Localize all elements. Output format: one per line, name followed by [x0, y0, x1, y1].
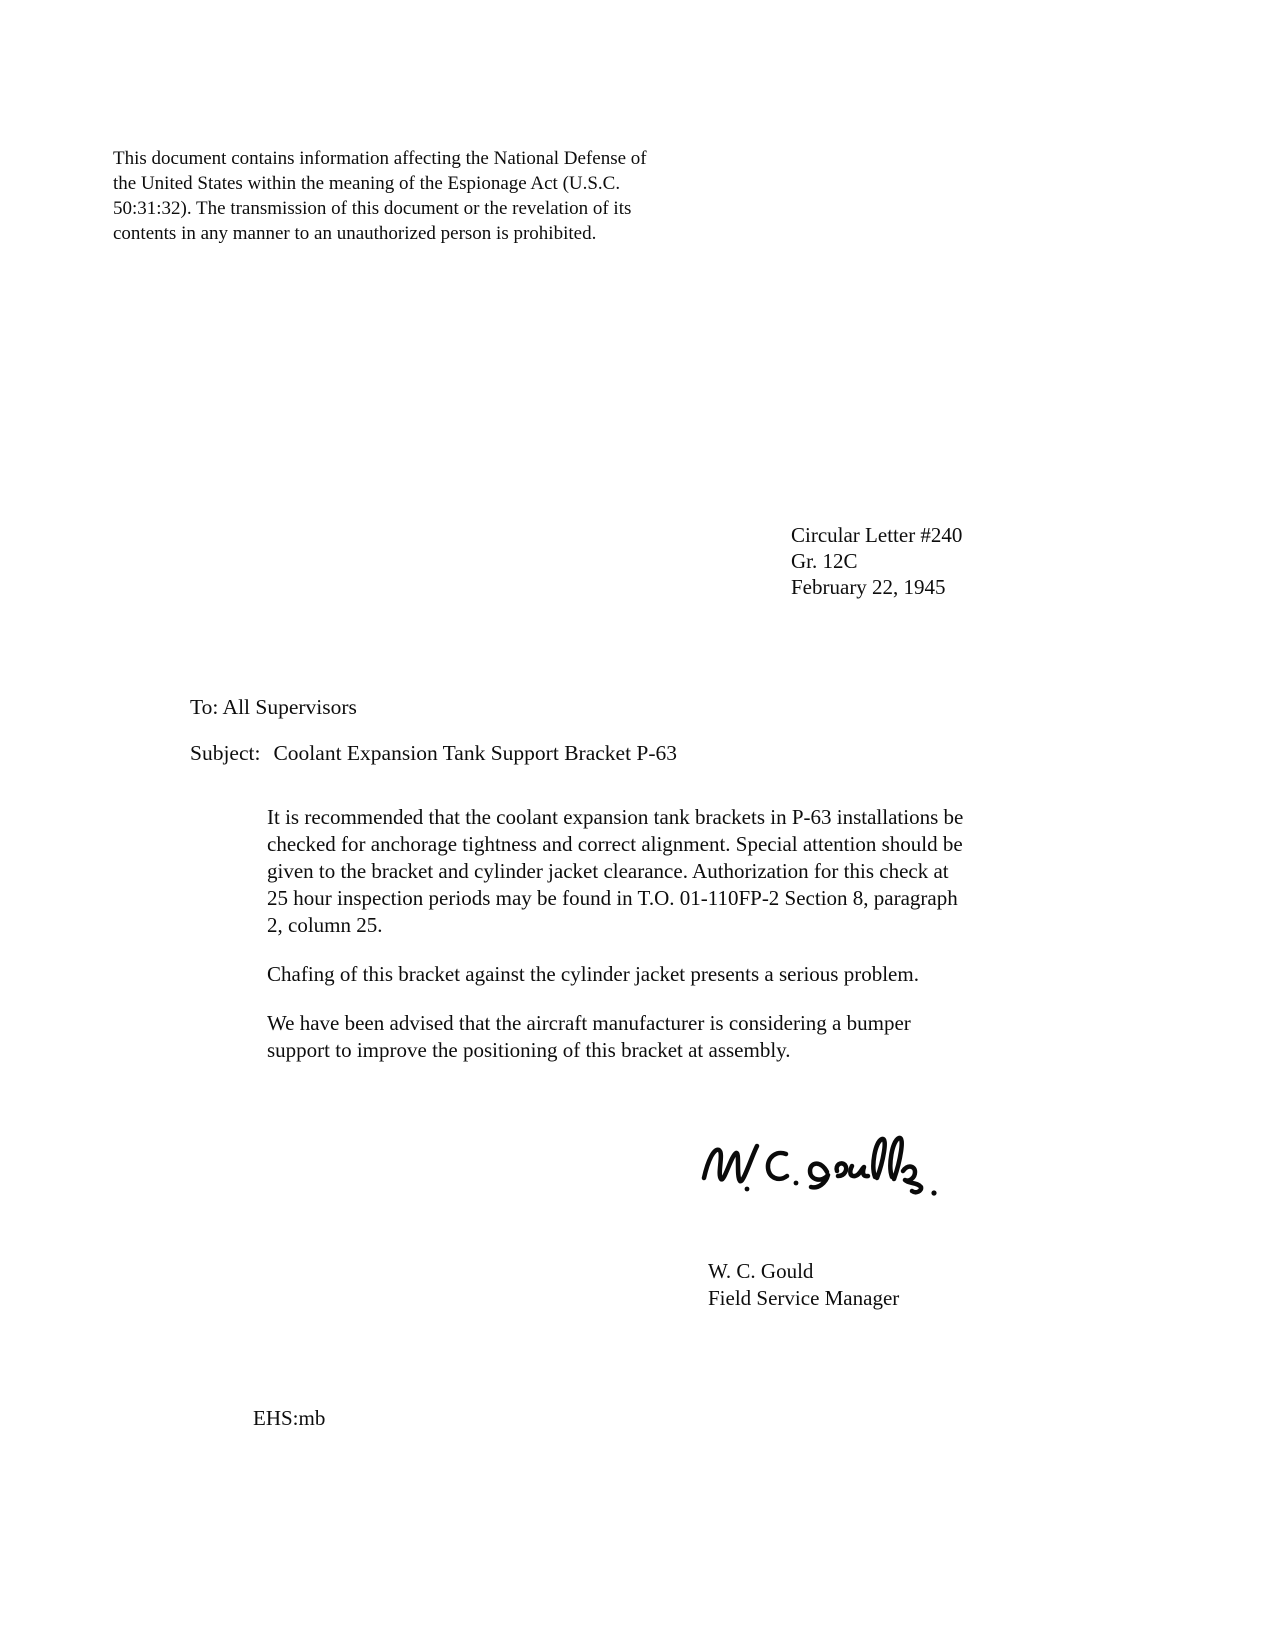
letter-body — [267, 804, 967, 1086]
typist-initials: EHS:mb — [253, 1406, 326, 1430]
signer-title: Field Service Manager — [708, 1286, 900, 1310]
signer-name: W. C. Gould — [708, 1259, 814, 1283]
body-paragraph-3: We have been advised that the aircraft manufacturer is considering a bumper support to improve the positioning of this bracket at assembly. — [267, 1011, 911, 1062]
body-paragraph-2: Chafing of this bracket against the cylinder jacket presents a serious problem. — [267, 962, 919, 986]
classification-notice: This document contains information affecting the National Defense of the United States within the meaning of the Espionage Act (U.S.C. 50:31:32). The transmission of this document or the revelation of its contents in any manner to an unauthorized person is prohibited. — [113, 148, 647, 244]
subject-label: Subject: — [190, 741, 261, 765]
handwritten-signature-image — [698, 1126, 948, 1206]
date-line: February 22, 1945 — [791, 575, 946, 599]
subject-line — [190, 740, 677, 767]
reference-block — [791, 522, 962, 600]
to-line: To: All Supervisors — [190, 695, 357, 719]
circular-letter-number: Circular Letter #240 — [791, 523, 963, 547]
group-line: Gr. 12C — [791, 549, 858, 573]
body-paragraph-1: It is recommended that the coolant expansion tank brackets in P-63 installations be checked for anchorage tightness and correct alignment. Special attention should be given to the bracket and cylinder jacket clearance. Authorization for this check at 25 hour inspection periods may be found in T.O. 01-110FP-2 Section 8, paragraph 2, column 25. — [267, 805, 964, 937]
subject-text: Coolant Expansion Tank Support Bracket P-63 — [273, 741, 678, 765]
signature-block — [708, 1258, 899, 1312]
